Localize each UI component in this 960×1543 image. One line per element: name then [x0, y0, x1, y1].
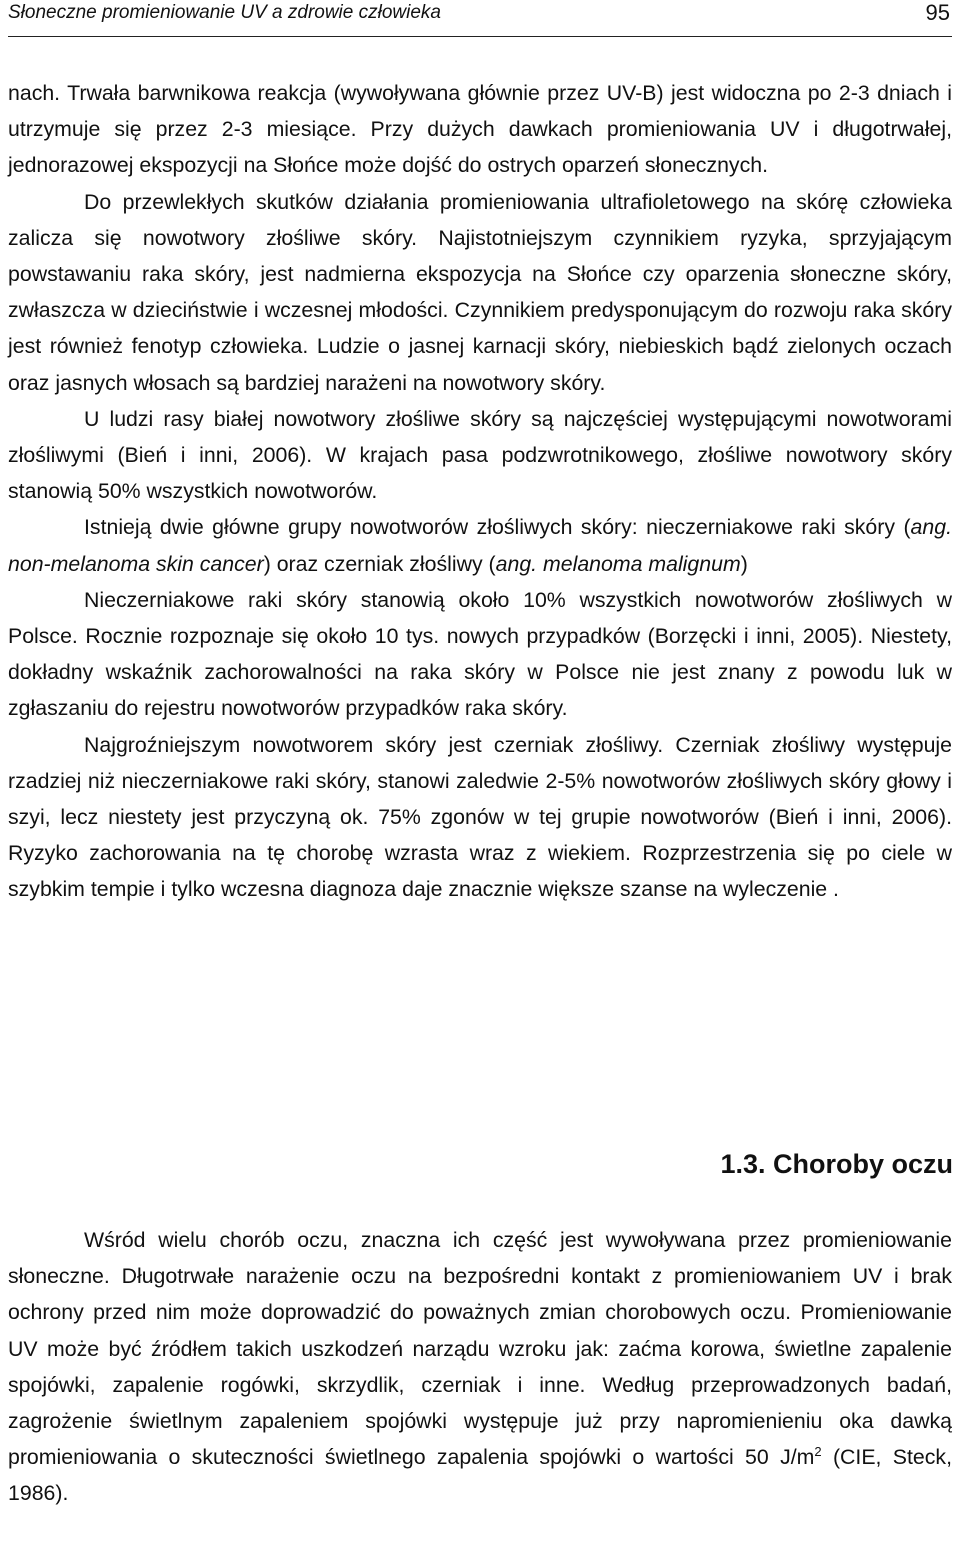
page-number: 95 [925, 0, 950, 25]
paragraph-continuation: nach. Trwała barwnikowa reakcja (wywoływana głównie przez UV-B) jest widoczna po 2-3 dniach i utrzymuje się przez 2-3 miesiące. Przy dużych dawkach promieniowania UV i długotrwałej, jednorazowej ekspozycji na Słońce może dojść do ostrych oparzeń słonecznych. [8, 81, 952, 178]
section-heading: 1.3. Choroby oczu [720, 1149, 953, 1179]
paragraph-cancer-groups [8, 509, 952, 581]
paragraph-white-race: U ludzi rasy białej nowotwory złośliwe skóry są najczęściej występującymi nowotworami złośliwymi (Bień i inni, 2006). W krajach pasa podzwrotnikowego, złośliwe nowotwory skóry stanowią 50% wszystkich nowotworów. [8, 406, 952, 504]
italic-term: ang. non-melanoma skin cancer [8, 515, 952, 576]
running-header [8, 0, 952, 37]
text-fragment: ) [740, 551, 748, 576]
text-fragment: (CIE, Steck, 1986). [8, 1445, 952, 1506]
text-fragment: Istnieją dwie główne grupy nowotworów złośliwych skóry: nieczerniakowe raki skóry ( [84, 515, 911, 540]
section-body [8, 1222, 952, 1512]
paragraph-eye-diseases [8, 1222, 952, 1512]
superscript: 2 [814, 1444, 822, 1460]
paragraph-melanoma: Najgroźniejszym nowotworem skóry jest czerniak złośliwy. Czerniak złośliwy występuje rzadziej niż nieczerniakowe raki skóry, stanowi zaledwie 2-5% nowotworów złośliwych skóry głowy i szyi, lecz niestety jest przyczyną ok. 75% zgonów w tej grupie nowotworów (Bień i inni, 2006). Ryzyko zachorowania na tę chorobę wzrasta wraz z wiekiem. Rozprzestrzenia się po ciele w szybkim tempie i tylko wczesna diagnoza daje znacznie większe szanse na wyleczenie . [8, 732, 952, 902]
body-text [8, 75, 952, 908]
italic-term: ang. melanoma malignum [495, 551, 741, 576]
paragraph-non-melanoma: Nieczerniakowe raki skóry stanowią około 10% wszystkich nowotworów złośliwych w Polsce. Rocznie rozpoznaje się około 10 tys. nowych przypadków (Borzęcki i inni, 2005). Niestety, dokładny wskaźnik zachorowalności na raka skóry w Polsce nie jest znany z powodu luk w zgłaszaniu do rejestru nowotworów przypadków raka skóry. [8, 587, 952, 721]
text-fragment: Wśród wielu chorób oczu, znaczna ich część jest wywoływana przez promieniowanie słoneczne. Długotrwałe narażenie oczu na bezpośredni kontakt z promieniowaniem UV i brak ochrony przed nim może doprowadzić do poważnych zmian chorobowych oczu. Promieniowanie UV może być źródłem takich uszkodzeń narządu wzroku jak: zaćma korowa, świetlne zapalenie spojówki, zapalenie rogówki, skrzydlik, czerniak i inne. Według przeprowadzonych badań, zagrożenie świetlnym zapaleniem spojówki występuje już przy napromienieniu oka dawką promieniowania o skuteczności świetlnego zapalenia spojówki o wartości 50 J/m [8, 1228, 952, 1470]
header-title: Słoneczne promieniowanie UV a zdrowie człowieka [8, 2, 441, 23]
paragraph-chronic-effects: Do przewlekłych skutków działania promieniowania ultrafioletowego na skórę człowieka zalicza się nowotwory złośliwe skóry. Najistotniejszym czynnikiem ryzyka, sprzyjającym powstawaniu raka skóry, jest nadmierna ekspozycja na Słońce czy oparzenia słoneczne skóry, zwłaszcza w dzieciństwie i wczesnej młodości. Czynnikiem predysponującym do rozwoju raka skóry jest również fenotyp człowieka. Ludzie o jasnej karnacji skóry, niebieskich bądź zielonych oczach oraz jasnych włosach są bardziej narażeni na nowotwory skóry. [8, 189, 952, 395]
text-fragment: ) oraz czerniak złośliwy ( [263, 551, 496, 576]
